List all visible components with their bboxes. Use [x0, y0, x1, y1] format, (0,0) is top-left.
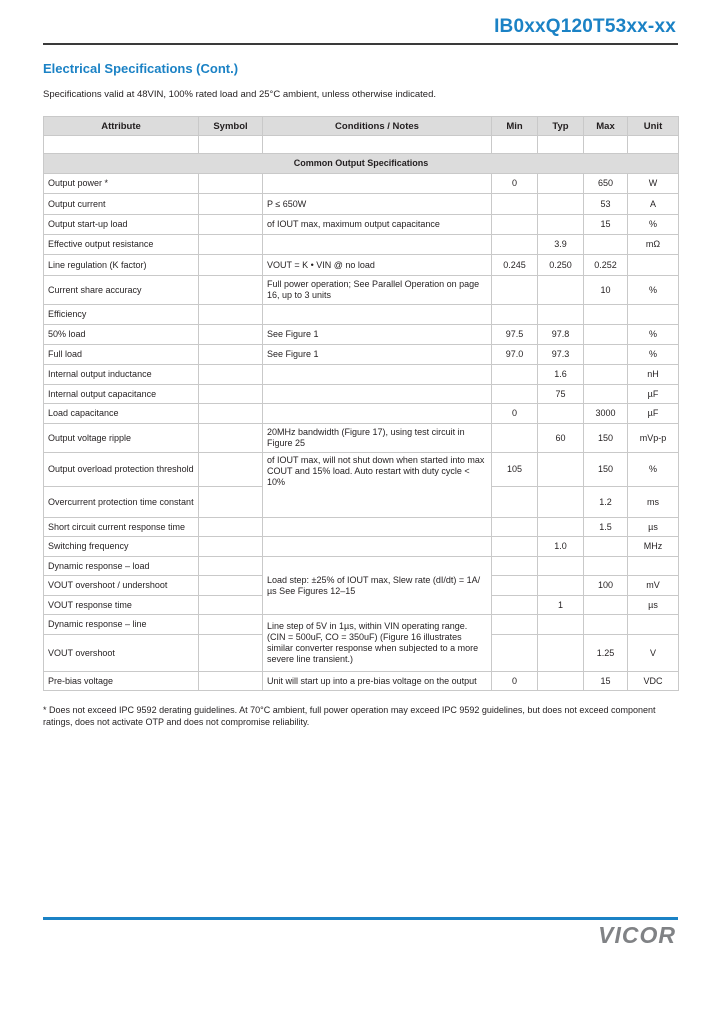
table-row: [44, 385, 679, 404]
cell: of IOUT max, maximum output capacitance: [263, 215, 492, 235]
table-row: [44, 615, 679, 635]
cell: Full power operation; See Parallel Operation on page 16, up to 3 units: [263, 276, 492, 305]
cell: mVp-p: [628, 424, 679, 453]
cell: MHz: [628, 537, 679, 557]
cell: Unit will start up into a pre-bias voltage on the output: [263, 672, 492, 691]
cell: 0: [492, 404, 538, 424]
cell: Internal output inductance: [44, 365, 199, 385]
cell: nH: [628, 365, 679, 385]
cell: µs: [628, 596, 679, 615]
table-row: [44, 557, 679, 576]
merged-cell: Line step of 5V in 1µs, within VIN operating range. (CIN = 500uF, CO = 350uF) (Figure 16 illustrates similar converter response when subjected to a more severe line transient.): [263, 615, 492, 672]
col-header: Attribute: [44, 117, 199, 136]
cell: 150: [584, 424, 628, 453]
table-row: [44, 345, 679, 365]
cell: 15: [584, 215, 628, 235]
cell: 15: [584, 672, 628, 691]
section-title: Electrical Specifications (Cont.): [43, 61, 239, 76]
col-header: Symbol: [199, 117, 263, 136]
cell: 1: [538, 596, 584, 615]
cell: %: [628, 325, 679, 345]
cell: VOUT overshoot / undershoot: [44, 576, 199, 596]
cell: 53: [584, 194, 628, 215]
cell: 60: [538, 424, 584, 453]
cell: 1.25: [584, 635, 628, 672]
cell: 1.2: [584, 487, 628, 518]
cell: VOUT overshoot: [44, 635, 199, 672]
cell: 50% load: [44, 325, 199, 345]
cell: 650: [584, 174, 628, 194]
cell: Efficiency: [44, 305, 199, 325]
table-row: [44, 235, 679, 255]
cell: VOUT response time: [44, 596, 199, 615]
cell: 0: [492, 174, 538, 194]
vicor-logo: VICOR: [598, 922, 676, 948]
cell: Output overload protection threshold: [44, 453, 199, 487]
cell: V: [628, 635, 679, 672]
table-row: [44, 453, 679, 487]
blank-row: [44, 136, 679, 154]
cell: µF: [628, 385, 679, 404]
cell: 97.0: [492, 345, 538, 365]
col-header: Max: [584, 117, 628, 136]
table-row: [44, 404, 679, 424]
merged-cell: of IOUT max, will not shut down when started into max COUT and 15% load. Auto restart with duty cycle < 10%: [263, 453, 492, 518]
cell: W: [628, 174, 679, 194]
spec-table: [43, 116, 679, 691]
cell: 97.5: [492, 325, 538, 345]
section-label: Common Output Specifications: [44, 154, 679, 174]
table-row: [44, 424, 679, 453]
cell: 0.252: [584, 255, 628, 276]
cell: VOUT = K • VIN @ no load: [263, 255, 492, 276]
cell: 105: [492, 453, 538, 487]
cell: Overcurrent protection time constant: [44, 487, 199, 518]
cell: Effective output resistance: [44, 235, 199, 255]
table-row: [44, 518, 679, 537]
cell: Internal output capacitance: [44, 385, 199, 404]
cell: %: [628, 215, 679, 235]
cell: 10: [584, 276, 628, 305]
cell: A: [628, 194, 679, 215]
cell: Output current: [44, 194, 199, 215]
table-row: [44, 325, 679, 345]
cell: VDC: [628, 672, 679, 691]
cell: 1.5: [584, 518, 628, 537]
table-row: [44, 255, 679, 276]
cell: See Figure 1: [263, 325, 492, 345]
cell: Output start-up load: [44, 215, 199, 235]
table-row: [44, 537, 679, 557]
cell: P ≤ 650W: [263, 194, 492, 215]
cell: See Figure 1: [263, 345, 492, 365]
table-row: [44, 305, 679, 325]
cell: Pre-bias voltage: [44, 672, 199, 691]
cell: µs: [628, 518, 679, 537]
cell: Output voltage ripple: [44, 424, 199, 453]
footnote: * Does not exceed IPC 9592 derating guidelines. At 70°C ambient, full power operation may exceed IPC 9592 guidelines, but does not exceed component ratings, does not activate OTP and does not compromise reliability.: [43, 705, 656, 727]
cell: 0.245: [492, 255, 538, 276]
cell: 0.250: [538, 255, 584, 276]
table-row: [44, 672, 679, 691]
cell: Line regulation (K factor): [44, 255, 199, 276]
cell: Dynamic response – load: [44, 557, 199, 576]
cell: mΩ: [628, 235, 679, 255]
cell: 20MHz bandwidth (Figure 17), using test circuit in Figure 25: [263, 424, 492, 453]
cell: Dynamic response – line: [44, 615, 199, 635]
footer-divider: [43, 917, 678, 920]
table-row: [44, 215, 679, 235]
intro-text: Specifications valid at 48VIN, 100% rated load and 25°C ambient, unless otherwise indicated.: [43, 89, 437, 100]
cell: 97.3: [538, 345, 584, 365]
cell: Current share accuracy: [44, 276, 199, 305]
table-row: [44, 365, 679, 385]
cell: Output power *: [44, 174, 199, 194]
document-title: IB0xxQ120T53xx-xx: [494, 16, 676, 37]
cell: %: [628, 345, 679, 365]
cell: 100: [584, 576, 628, 596]
cell: Short circuit current response time: [44, 518, 199, 537]
col-header: Unit: [628, 117, 679, 136]
table-row: [44, 276, 679, 305]
cell: 150: [584, 453, 628, 487]
header-divider: [43, 43, 678, 45]
col-header: Typ: [538, 117, 584, 136]
cell: 3.9: [538, 235, 584, 255]
cell: Full load: [44, 345, 199, 365]
table-row: [44, 174, 679, 194]
cell: 3000: [584, 404, 628, 424]
cell: Load capacitance: [44, 404, 199, 424]
cell: ms: [628, 487, 679, 518]
cell: µF: [628, 404, 679, 424]
cell: 0: [492, 672, 538, 691]
cell: 1.0: [538, 537, 584, 557]
cell: 97.8: [538, 325, 584, 345]
table-row: [44, 194, 679, 215]
cell: %: [628, 453, 679, 487]
cell: 1.6: [538, 365, 584, 385]
cell: mV: [628, 576, 679, 596]
section-row: [44, 154, 679, 174]
col-header: Conditions / Notes: [263, 117, 492, 136]
col-header: Min: [492, 117, 538, 136]
cell: 75: [538, 385, 584, 404]
merged-cell: Load step: ±25% of IOUT max, Slew rate (dI/dt) = 1A/µs See Figures 12–15: [263, 557, 492, 615]
cell: Switching frequency: [44, 537, 199, 557]
cell: %: [628, 276, 679, 305]
table-header-row: [44, 117, 679, 136]
